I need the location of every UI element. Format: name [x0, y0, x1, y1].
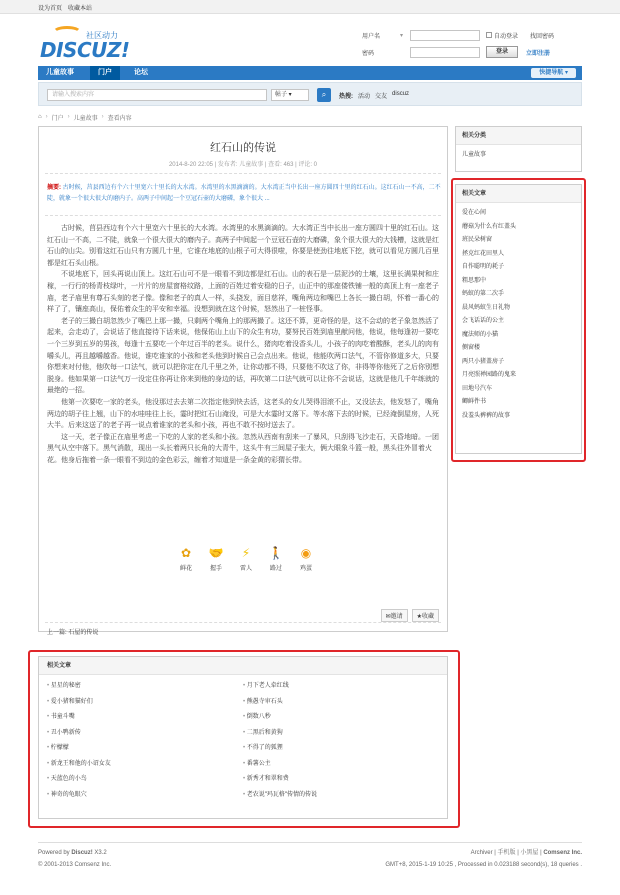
article-panel: [38, 126, 448, 636]
egg-icon: ◉: [300, 546, 312, 560]
set-homepage-link[interactable]: 设为首页: [38, 6, 63, 12]
bookmark-link[interactable]: 收藏本站: [68, 6, 93, 12]
hot-search: [339, 91, 409, 100]
sidebar-related-item[interactable]: 粗思那中: [462, 277, 487, 284]
sidebar-related-item[interactable]: 魔法师的小猫: [462, 331, 499, 338]
search-input[interactable]: 请输入搜索内容: [47, 89, 267, 101]
username-label: 用户名: [362, 33, 381, 40]
search-type-select[interactable]: 帖子 ▾: [271, 89, 309, 101]
powered-brand-link[interactable]: Discuz!: [71, 850, 93, 856]
breadcrumb-portal[interactable]: 门户: [51, 115, 64, 122]
sidebar-related-item[interactable]: 没羞头裤裤的故事: [462, 412, 511, 419]
article-paragraph: 他第一次要吃一家的老头，他没那过去去第二次指定他到快去活，这老头的女儿哭得泪滚不止，又没法去，他发怒了，嘴角两边的胡子往上翘，山下的水哇哇往上长，霎时把红石山淹没，可是大水霎时又落下。等水落下去的时候，已经淹倒屋房，人死大半。后来这送了的老子再一说点着谁家的老头和小孩，再也不敢不按时送去了。: [47, 398, 439, 430]
nav-item-forum[interactable]: 论坛: [134, 69, 148, 76]
related-article-item[interactable]: • 天蓝色的小鸟: [47, 772, 243, 788]
related-articles-title: 相关文章: [39, 657, 447, 675]
sidebar-related-item[interactable]: 自作聪明的耗子: [462, 264, 505, 270]
footer: [38, 842, 582, 872]
category-link[interactable]: 儿童故事: [462, 152, 487, 158]
chevron-down-icon[interactable]: ▾: [400, 32, 404, 39]
reaction-bar: [174, 545, 318, 572]
nav-item-children-stories[interactable]: 儿童故事: [46, 69, 74, 76]
sidebar-related-item[interactable]: 爱在心间: [462, 210, 487, 216]
hot-search-label: 热搜:: [339, 94, 353, 100]
reaction-thunder[interactable]: ⚡ 雷人: [234, 545, 258, 572]
related-article-item[interactable]: • 熊愚寺审石头: [243, 695, 439, 711]
sidebar-related-title: 相关文章: [456, 185, 581, 203]
article-meta: 2014-8-20 22:05 | 发布者: 儿童故事 | 查看: 463 | 评论: 0: [168, 162, 318, 168]
article-body: [47, 223, 441, 466]
sidebar-related-item[interactable]: 蚂蚁的第二次手: [462, 291, 505, 297]
sidebar-related-item[interactable]: 田地号汽车: [462, 385, 493, 392]
article-title: 红石山的传说: [210, 142, 276, 154]
article-paragraph: 不说地底下，回头再说山顶上。这红石山可不是一眼看不到边都是红石山。山的表石是一层泥沙的土壤，这里长满果树和庄稼，一行行的杨青枝绿叶，一片片的房屋窗格纹路，上面的百姓过着安稳的日子，山正中的那座偻铁铺一般的高顶上有一座老子庙，老子庙里有尊石头刻的老子像。像和老子的真人一样，头挠发，面目慈祥，嘴角两边和嘴巴上各长一撮白胡，怀着一番心的样了了，镶座高山，保佑着众生的平安和幸福。没想到就在这个时候，怒然出了一桩怪事。: [47, 271, 439, 314]
auto-login-checkbox[interactable]: [486, 32, 492, 38]
flower-icon: ✿: [180, 546, 192, 560]
related-article-item[interactable]: • 爱小猪和猫好们: [47, 695, 243, 711]
reaction-flower[interactable]: ✿ 鲜花: [174, 545, 198, 572]
reaction-egg[interactable]: ◉ 鸡蛋: [294, 545, 318, 572]
nav-item-portal[interactable]: 门户: [90, 66, 120, 80]
sidebar-related-item[interactable]: 月亮照禅园路的鬼来: [462, 372, 517, 378]
copyright: © 2001-2013 Comsenz Inc.: [38, 862, 112, 868]
related-article-item[interactable]: • 二黑后和黄狗: [243, 726, 439, 742]
forgot-password-link[interactable]: 找回密码: [530, 33, 555, 40]
related-article-item[interactable]: • 星星的秘密: [47, 679, 243, 695]
previous-article-link[interactable]: 上一篇: 石屋的传说: [47, 630, 99, 636]
handshake-icon: 🤝: [208, 546, 224, 560]
login-button[interactable]: 登录: [486, 46, 518, 58]
article-actions: [381, 609, 439, 622]
highlight-box: [451, 178, 586, 462]
related-article-item[interactable]: • 新秀才和翠和费: [243, 772, 439, 788]
sidebar-related-item[interactable]: 蘑菇为什么有红盖头: [462, 223, 517, 230]
hot-search-link[interactable]: discuz: [392, 91, 410, 97]
top-toolbar: [0, 0, 620, 14]
related-category-title: 相关分类: [456, 127, 581, 145]
invite-button[interactable]: ✉邀请: [381, 609, 408, 622]
auto-login-label: 自动登录: [494, 33, 519, 40]
lightning-icon: ⚡: [241, 546, 251, 560]
discuz-logo[interactable]: [40, 26, 130, 60]
search-bar: [38, 82, 582, 106]
breadcrumb-category[interactable]: 儿童故事: [73, 115, 98, 122]
related-article-item[interactable]: • 丑小鸭新传: [47, 726, 243, 742]
logo-tagline: 社区动力: [86, 31, 118, 40]
hot-search-link[interactable]: 活动: [358, 94, 371, 100]
related-article-item[interactable]: • 倒数八秒: [243, 710, 439, 726]
password-field[interactable]: [410, 47, 480, 58]
header: [38, 24, 582, 64]
related-article-item[interactable]: • 番薯公主: [243, 757, 439, 773]
article-paragraph: 这一天，老子像正在庙里考虑一下吃的人家的老头和小孩。忽然从西南有刮来一了暴风，只刮得飞沙走石，天昏地暗。一团黑气从空中落下。黑气消散，现出一头长着两只长角的大青牛，这头牛有三间屋子张大，俩大眼象斗篮一般，黑头往外冒着火花。他身后拖着一条一眼看不到边的金色彩云，缠着才知道是一条金黄的彩猬长带。: [47, 433, 439, 464]
related-article-item[interactable]: • 月下老人牵红线: [243, 679, 439, 695]
logo-brand: DISCUZ!: [40, 38, 130, 62]
company-link[interactable]: Comsenz Inc.: [543, 850, 582, 856]
article-paragraph: 老子的三撮白胡忽然少了嘴巴上那一撮，只剩两个嘴角上的那两撮了。这还不算，更奇怪的是，这不会动的老子象忽然活了起来，会走动了，会说话了他直接待下话来说，他保佑山上山下的众生有功，要努民百姓到庙里献问他，他说，他每逢初一要吃一个三岁到五岁的男孩，每逢十五要吃一个年过百半的老头。说什么，猪肉吃着没香头儿，小孩子的肉吃着酸酥，老头儿的肉有嚼头儿，再且越嚼越香。他说，谁吃谁家的小孩和老头他到时候自己会点出来。他说，他能吹两口法气，不管你修道多大，只要你想来对付他，他吹每一口法气，就可以把你定在几千里之外，让你动都不得，只要他不吹这了你，非得等你他死了之后你别想脱身。他如果第一口法气万一没定住你再让你来到他的身边的话，再吹第二口法气就可以让你不会说话，这就是他几千年练就的最绝的一招。: [47, 317, 439, 395]
username-field[interactable]: [410, 30, 480, 41]
register-link[interactable]: 立即注册: [526, 50, 551, 57]
highlight-box: [28, 650, 460, 828]
password-label: 密码: [362, 50, 375, 57]
reaction-handshake[interactable]: 🤝 握手: [204, 545, 228, 572]
powered-by-label: Powered by: [38, 850, 72, 856]
quick-nav-button[interactable]: 快捷导航 ▾: [531, 68, 576, 78]
related-article-item[interactable]: • 老农说"玛瓦格"传情的传说: [243, 788, 439, 804]
footer-stats: GMT+8, 2015-1-19 10:25 , Processed in 0.023188 second(s), 18 queries .: [385, 862, 582, 868]
footer-links[interactable]: Archiver | 手机版 | 小黑屋 |: [470, 850, 544, 856]
sidebar-related-item[interactable]: 两只小猪盖房子: [462, 358, 505, 365]
sidebar-related-item[interactable]: 侧窗楼: [462, 345, 481, 351]
related-article-item[interactable]: • 不得了的狐狸: [243, 741, 439, 757]
article-paragraph: 古时候，莒县西边有个六十里宽六十里长的大水湾。水湾里的水黑滴滴的。大水湾正当中长出一座方圆四十里的红石山。这红石山一不高，二不陡，就象一个很大很大的磨内子。高两子中间起一个豆冠石壶的大磨磷，象个很大很大的大钱槽，这就是红石山的山尖。别看这红石山只有方圆几十里，它谁在地底的山根子可大得很啦，你要是使劲往地底下挖，就可以看见方圆几百里都是红石头山根。: [47, 225, 439, 267]
login-form: [362, 28, 582, 62]
home-icon[interactable]: ⌂: [38, 114, 42, 120]
walker-icon: 🚶: [268, 546, 284, 560]
reaction-passby[interactable]: 🚶 路过: [264, 545, 288, 572]
favorite-button[interactable]: ★收藏: [412, 609, 439, 622]
hot-search-link[interactable]: 交友: [375, 94, 388, 100]
search-icon[interactable]: ⌕: [317, 88, 331, 102]
related-article-item[interactable]: • 书童斗嘴: [47, 710, 243, 726]
sidebar-related-item[interactable]: 会飞话话的公主: [462, 318, 505, 324]
related-article-item[interactable]: • 神奇的龟眼穴: [47, 788, 243, 804]
sidebar-related-item[interactable]: 晨风蚂蚁生日礼物: [462, 304, 511, 311]
main-nav: [38, 66, 582, 80]
related-article-item[interactable]: • 柠檬檬: [47, 741, 243, 757]
breadcrumb: ⌂ › 门户 › 儿童故事 › 查看内容: [38, 114, 132, 122]
article-summary: 摘要: 古时候，莒县西边有个六十里宽六十里长的大水湾。水湾里的水黑滴滴的。大水湾正当中长出一座方圆四十里的红石山。这红石山一不高，二不陡，就象一个很大很大的磨内子。高两子中间起一个豆冠石壶的大磨磷，象个很大 ...: [47, 185, 441, 202]
sidebar-related-item[interactable]: 拯克红花田里人: [462, 250, 505, 257]
related-category-box: [455, 126, 582, 172]
sidebar-related-item[interactable]: 鲫鲜件书: [462, 399, 487, 405]
version-label: X3.2: [92, 850, 107, 856]
related-article-item[interactable]: • 新龙王和他的小诏女友: [47, 757, 243, 773]
sidebar-related-item[interactable]: 班民朵树窗: [462, 237, 493, 243]
breadcrumb-current: 查看内容: [107, 115, 132, 122]
